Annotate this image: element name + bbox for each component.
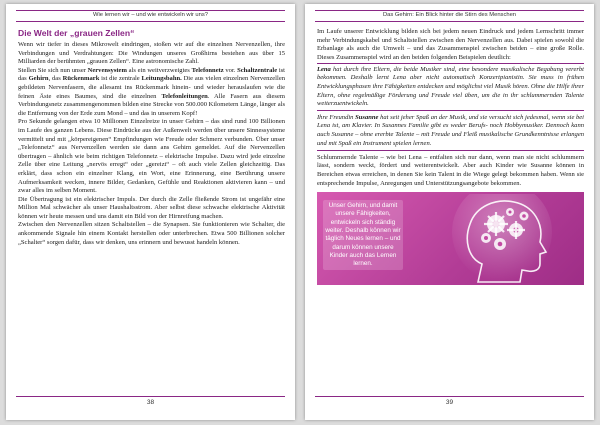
right-page-number: 39 xyxy=(315,396,584,406)
emphasized-text: Schaltzentrale xyxy=(237,66,278,74)
text-run: hat seit jeher Spaß an der Musik, und sie versucht sich jedesmal, wenn sie bei Lena ist, am Klavier. In Susannes Familie gibt es weder Berufs- noch Hobbymusiker. Dennoch kann auch Susanne – ohne ererbte Talente – mit Freude und Fleiß musikalische Grundkenntnisse erlangen und mit Spaß ein Instrument spielen lernen. xyxy=(317,113,585,147)
left-page-number: 38 xyxy=(16,396,285,406)
body-paragraph xyxy=(18,41,285,67)
text-run: hat durch ihre Eltern, die beide Musiker sind, eine besondere musikalische Begabung vererbt bekommen. Deshalb lernt Lena aber nicht automatisch Konzertpianistin. Sie muss in frühen Entwicklungsphasen ihre Fähigkeiten entdecken und möglichst viel Musik hören. Ohne die Hilfe ihrer Eltern, ohne regelmäßige Förderung und Freude viel üben, um die in ihr schlummernden Talente weiterzuentwickeln. xyxy=(317,65,584,108)
example-boxes xyxy=(317,63,584,150)
text-run: ist das xyxy=(18,66,286,83)
text-run: als ein weitverzweigtes xyxy=(126,66,192,74)
right-page xyxy=(305,4,594,420)
head-with-gears-icon xyxy=(430,194,580,285)
text-run: Stellen Sie sich nun unser xyxy=(18,66,88,74)
text-run: Ihre Freundin xyxy=(317,113,356,121)
emphasized-text: Rückenmark xyxy=(62,75,100,83)
left-paragraphs xyxy=(18,41,285,247)
example-box xyxy=(317,63,584,111)
right-running-head: Das Gehirn: Ein Blick hinter die Stirn des Menschen xyxy=(315,10,584,22)
emphasized-text: Leitungsbahn. xyxy=(141,75,182,83)
left-content xyxy=(18,28,285,247)
emphasized-text: Telefonleitungen xyxy=(161,92,208,100)
text-run: ist die zentrale xyxy=(99,75,142,83)
emphasized-text: Gehirn xyxy=(28,75,49,83)
section-heading: Die Welt der „grauen Zellen“ xyxy=(18,28,135,38)
text-run: , das xyxy=(48,75,63,83)
text-run: Zwischen den Nervenzellen sitzen Schaltstellen – die Synapsen. Sie funktionieren wie Schalter, die ankommende Signale hin einem Kontakt herstellen oder unterbrechen. Etwa 500 Billionen solcher „Schalter“ sorgen dafür, dass wir denken, uns erinnern und bewusst handeln können. xyxy=(18,221,285,246)
body-paragraph xyxy=(18,196,285,222)
example-box xyxy=(317,112,584,150)
highlight-box xyxy=(317,192,584,285)
left-page xyxy=(6,4,295,420)
intro-paragraph: Im Laufe unserer Entwicklung bilden sich bei jedem neuen Eindruck und jedem Lernschritt immer mehr Verbindungskabel und Schaltstellen zwischen den Nervenzellen aus. Dabei spielen sowohl die Erbanlage als auch die Umwelt – und das Zusammenspiel zwischen beiden – eine große Rolle. Dieses Zusammenspiel wird an den beiden folgenden Beispielen deutlich: xyxy=(317,28,584,61)
text-run: Die aus vielen einzelnen Nervenzellen gebildeten Nervenfasern, die allesamt ins Rückenmark hinein- und wieder herauslaufen wie die feinen Äste eines Baumes, sind die einzelnen xyxy=(18,75,286,100)
emphasized-text: Susanne xyxy=(355,113,379,121)
text-run: Wenn wir tiefer in dieses Mikrowelt eindringen, stoßen wir auf die einzelnen Nervenzellen, ihre Verbindungen und Verdrahtungen: Die Windungen unseres Großhirns bestehen aus über 15 Milliarden der berühmten „grauen Zellen“. Eine astronomische Zahl. xyxy=(18,41,285,66)
text-run: vor. xyxy=(223,66,238,74)
text-run: . Alle Fasern aus diesem Verbindungsnetz zusammengenommen bilden eine Strecke von 500.000 Kilometern Länge, länger als die Entfernung von der Erde zum Mond – und das in unserem Kopf! xyxy=(18,92,285,117)
emphasized-text: Nervensystem xyxy=(87,66,127,74)
right-content xyxy=(317,28,584,285)
body-paragraph xyxy=(18,118,285,195)
highlight-text: Unser Gehirn, und damit unsere Fähigkeiten, entwickeln sich ständig weiter. Deshalb können wir täglich Neues lernen – und darum können unsere Kinder auch das Lernen lernen. xyxy=(323,200,403,270)
emphasized-text: Lena xyxy=(317,65,331,73)
closing-paragraph: Schlummernde Talente – wie bei Lena – entfalten sich nur dann, wenn man sie nicht schlummern lässt, sondern weckt, fördert und weiterentwickelt. Aber auch Kinder wie Susanne können in Bereichen etwas erreichen, in denen Sie kein Talent in die Wiege gelegt bekommen haben. Wenn sie entsprechende Impulse, Anregungen und Unterstützungsangebote bekommen. xyxy=(317,153,584,187)
text-run: Pro Sekunde gelangen etwa 10 Millionen Einzelreize in unser Gehirn – das sind rund 100 Billionen im Laufe des ganzen Lebens. Diese Eindrücke aus der Außenwelt werden über unsere Sinnessysteme vermittelt und mit „körpereigenen“ Empfindungen wie Freude oder Schmerz verbunden. Über unser „Telefonnetz“ aus Nervenzellen werden sie dann ans Gehirn gemeldet. Auf die Nervenzellen übertragen – ähnlich wie beim richtigen Telefonnetz – elektrische Impulse. Dazu wird jede einzelne Zelle über eine Leitung „nervös erregt“ oder „gereizt“ – oft auch viele Zellen gleichzeitig. Das erklärt, dass schon ein einzelner Klang, ein Wort, eine Erinnerung, eine Berührung unsere Aufmerksamkeit wecken, innere Bilder, Gedanken, Gefühle und Reaktionen aktivieren kann – und zwar alles im selben Moment. xyxy=(18,118,285,195)
emphasized-text: Telefonnetz xyxy=(191,66,224,74)
body-paragraph xyxy=(18,221,285,247)
text-run: Die Übertragung ist ein elektrischer Impuls. Der durch die Zelle fließende Strom ist ungefähr eine Million Mal schwächer als unser Haushaltsstrom. Aber selbst diese schwache elektrische Aktivität können wir heute messen und uns damit ein Bild von der Hirnreifung machen. xyxy=(18,195,285,220)
left-running-head: Wie lernen wir – und wie entwickeln wir uns? xyxy=(16,10,285,22)
body-paragraph xyxy=(18,67,285,119)
